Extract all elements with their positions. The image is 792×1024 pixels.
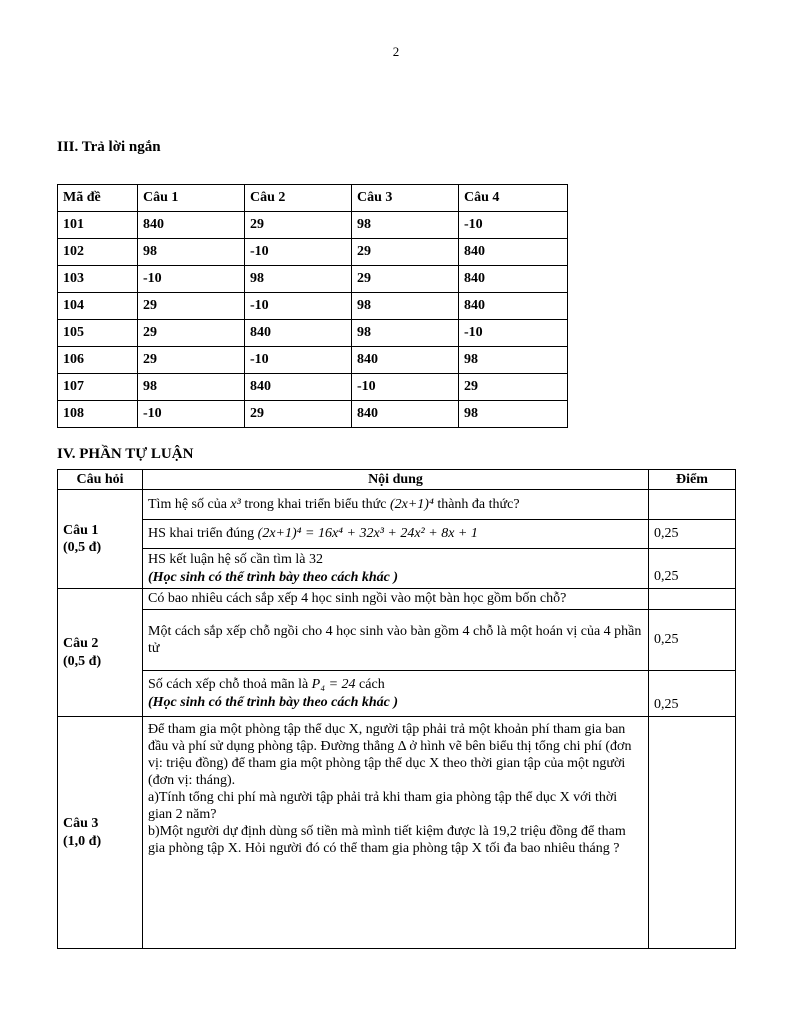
question-number: Câu 2 [63,636,99,651]
table-cell: 29 [352,266,459,293]
grading-note: (Học sinh có thể trình bày theo cách khác ) [148,694,399,710]
table-row [58,347,568,374]
short-answer-key-table [57,184,568,428]
table-cell: -10 [138,401,245,428]
table-cell: 98 [245,266,352,293]
score-cell: 0,25 [649,671,736,717]
table-cell: 29 [459,374,568,401]
table-cell: 106 [58,347,138,374]
table-cell: 29 [138,347,245,374]
math-expression: (2x+1)⁴ [389,496,434,512]
table-cell: 105 [58,320,138,347]
header-cell: Câu 3 [352,185,459,212]
score-cell: 0,25 [649,610,736,671]
answer-text [143,671,649,717]
text-segment: trong khai triển biểu thức [240,496,390,512]
question-text [143,717,649,949]
table-row [58,610,736,671]
table-cell: -10 [245,239,352,266]
answer-line: HS kết luận hệ số cần tìm là 32 [148,552,323,567]
grading-note: (Học sinh có thể trình bày theo cách khác ) [148,569,399,585]
table-row [58,520,736,549]
question-text [143,490,649,520]
table-cell: 29 [138,293,245,320]
table-cell: 103 [58,266,138,293]
table-cell: -10 [459,320,568,347]
table-cell: 98 [138,374,245,401]
table-cell: -10 [245,347,352,374]
table-cell: 840 [352,401,459,428]
score-cell [649,717,736,949]
header-cell: Câu 1 [138,185,245,212]
math-expression: (2x+1)⁴ = 16x⁴ + 32x³ + 24x² + 8x + 1 [257,526,478,542]
table-row [58,717,736,949]
table-cell: -10 [459,212,568,239]
table-cell: 98 [352,293,459,320]
table-row [58,490,736,520]
section-4-heading: IV. PHẦN TỰ LUẬN [57,446,194,462]
table-cell: 102 [58,239,138,266]
question-text: Có bao nhiêu cách sắp xếp 4 học sinh ngồi vào một bàn học gồm bốn chỗ? [143,589,649,610]
header-cell: Câu 4 [459,185,568,212]
table-cell: 29 [352,239,459,266]
table-cell: -10 [245,293,352,320]
table-cell: 840 [245,320,352,347]
header-cell: Nội dung [143,470,649,490]
table-row [58,374,568,401]
table-cell: 840 [459,266,568,293]
question-label-cell [58,717,143,949]
table-cell: 101 [58,212,138,239]
table-cell: 29 [245,401,352,428]
answer-text [143,549,649,589]
math-expression: P₄ = 24 [311,677,356,692]
table-cell: 29 [245,212,352,239]
question-label-cell [58,490,143,589]
text-segment: thành đa thức? [433,496,520,512]
score-cell [649,490,736,520]
table-cell: -10 [352,374,459,401]
table-cell: 840 [138,212,245,239]
table-cell: 840 [352,347,459,374]
table-cell: 98 [352,212,459,239]
table-cell: 107 [58,374,138,401]
table-cell: 98 [459,401,568,428]
question-points: (0,5 đ) [63,540,102,555]
paragraph: a)Tính tổng chi phí mà người tập phải trả khi tham gia phòng tập thể dục X với thời gian 2 năm? [148,790,618,822]
question-number: Câu 3 [63,816,99,831]
paragraph: Để tham gia một phòng tập thể dục X, người tập phải trả một khoản phí tham gia ban đầu và phí sử dụng phòng tập. Đường thẳng Δ ở hình vẽ bên biểu thị tổng chi phí (đơn vị: triệu đồng) để tham gia một phòng tập thể dục X theo thời gian tập của một người (đơn vị: tháng). [148,722,632,788]
table-row [58,589,736,610]
question-points: (0,5 đ) [63,653,102,669]
answer-text [143,520,649,549]
table-cell: 98 [138,239,245,266]
header-cell: Câu 2 [245,185,352,212]
score-cell: 0,25 [649,520,736,549]
table-cell: 840 [459,293,568,320]
table-cell: 108 [58,401,138,428]
text-segment: cách [355,677,385,692]
table-row [58,239,568,266]
table-cell: 98 [352,320,459,347]
table-row [58,212,568,239]
table-row [58,549,736,589]
table-cell: 840 [245,374,352,401]
question-points: (1,0 đ) [63,833,102,849]
header-cell: Câu hỏi [58,470,143,490]
text-segment: HS khai triển đúng [148,526,258,542]
math-expression: x³ [230,496,241,512]
table-cell: -10 [138,266,245,293]
text-segment: Tìm hệ số của [148,496,231,512]
table-cell: 98 [459,347,568,374]
table-row [58,671,736,717]
paragraph: b)Một người dự định dùng số tiền mà mình tiết kiệm được là 19,2 triệu đồng để tham gia phòng tập X. Hỏi người đó có thể tham gia phòng tập X tối đa bao nhiêu tháng ? [148,824,626,856]
table-cell: 29 [138,320,245,347]
page-number: 2 [392,44,400,59]
question-label-cell [58,589,143,717]
table-row [58,293,568,320]
question-number: Câu 1 [63,522,99,538]
table-header-row [58,185,568,212]
table-header-row [58,470,736,490]
score-cell [649,589,736,610]
table-cell: 840 [459,239,568,266]
score-cell: 0,25 [649,549,736,589]
text-segment: Số cách xếp chỗ thoả mãn là [148,677,312,692]
table-row [58,266,568,293]
header-cell: Mã đề [58,185,138,212]
table-row [58,401,568,428]
section-3-heading: III. Trả lời ngắn [57,139,161,155]
essay-rubric-table [57,469,736,949]
table-cell: 104 [58,293,138,320]
table-row [58,320,568,347]
answer-text: Một cách sắp xếp chỗ ngồi cho 4 học sinh vào bàn gồm 4 chỗ là một hoán vị của 4 phần tử [143,610,649,671]
header-cell: Điểm [649,470,736,490]
answer-line [148,676,643,694]
